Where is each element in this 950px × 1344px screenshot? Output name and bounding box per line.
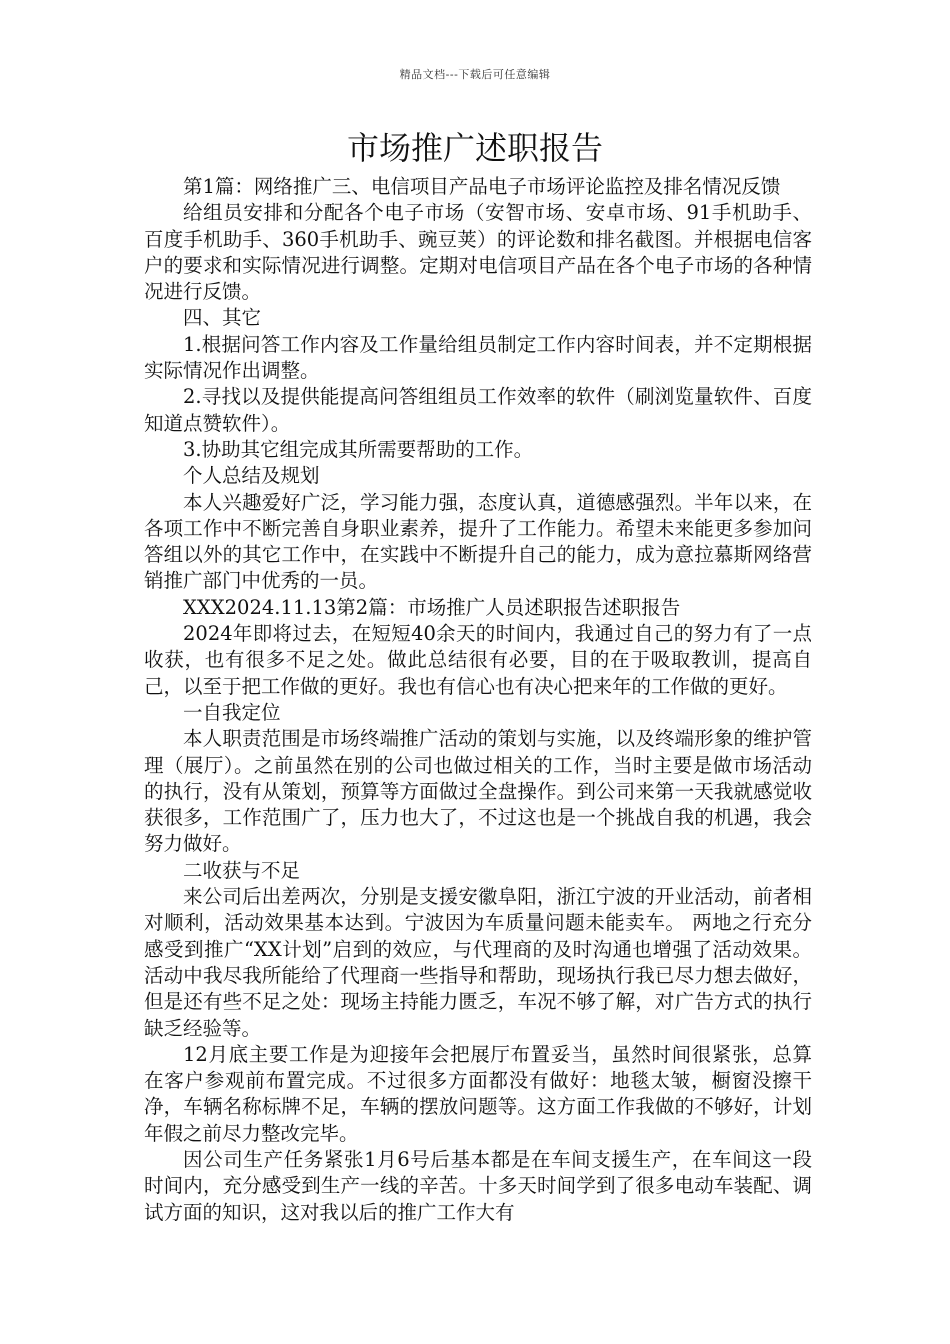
document-title: 市场推广述职报告 xyxy=(346,129,603,167)
paragraph: 第1篇：网络推广三、电信项目产品电子市场评论监控及排名情况反馈 xyxy=(183,175,781,198)
paragraph: 二收获与不足 xyxy=(183,858,301,882)
paragraph: 个人总结及规划 xyxy=(183,464,320,488)
header-note: 精品文档---下载后可任意编辑 xyxy=(399,68,551,81)
paragraph: 2.寻找以及提供能提高问答组组员工作效率的软件（刷浏览量软件、百度知道点赞软件）。 xyxy=(144,385,812,435)
paragraph: 四、其它 xyxy=(183,306,262,330)
paragraph: 2024年即将过去，在短短40余天的时间内，我通过自己的努力有了一点收获，也有很多不足之处。做此总结很有必要，目的在于吸取教训，提高自己，以至于把工作做的更好。我也有信心也有决心把来年的工作做的更好。 xyxy=(144,622,812,698)
paragraph: 3.协助其它组完成其所需要帮助的工作。 xyxy=(183,437,534,461)
paragraph: 本人职责范围是市场终端推广活动的策划与实施，以及终端形象的维护管理（展厅）。之前虽然在别的公司也做过相关的工作，当时主要是做市场活动的执行，没有从策划，预算等方面做过全盘操作。到公司来第一天我就感觉收获很多，工作范围广了，压力也大了，不过这也是一个挑战自我的机遇，我会努力做好。 xyxy=(144,727,812,856)
paragraph: 本人兴趣爱好广泛，学习能力强，态度认真，道德感强烈。半年以来，在各项工作中不断完善自身职业素养，提升了工作能力。希望未来能更多参加问答组以外的其它工作中，在实践中不断提升自己的能力，成为意拉慕斯网络营销推广部门中优秀的一员。 xyxy=(144,490,812,593)
paragraph: 12月底主要工作是为迎接年会把展厅布置妥当，虽然时间很紧张，总算在客户参观前布置完成。不过很多方面都没有做好：地毯太皱，橱窗没擦干净，车辆名称标牌不足，车辆的摆放问题等。这方面工作我做的不够好，计划年假之前尽力整改完毕。 xyxy=(144,1042,812,1145)
paragraph: 一自我定位 xyxy=(183,700,281,724)
paragraph: XXX2024.11.13第2篇：市场推广人员述职报告述职报告 xyxy=(183,595,681,619)
paragraph: 给组员安排和分配各个电子市场（安智市场、安卓市场、91手机助手、百度手机助手、360手机助手、豌豆荚）的评论数和排名截图。并根据电信客户的要求和实际情况进行调整。定期对电信项目产品在各个电子市场的各种情况进行反馈。 xyxy=(144,201,812,304)
paragraph: 1.根据问答工作内容及工作量给组员制定工作内容时间表，并不定期根据实际情况作出调整。 xyxy=(144,332,812,383)
document-body xyxy=(144,174,812,1226)
paragraph: 来公司后出差两次，分别是支援安徽阜阳，浙江宁波的开业活动，前者相对顺利，活动效果基本达到。宁波因为车质量问题未能卖车。 两地之行充分感受到推广“XX计划”启到的效应，与代理商的及时沟通也增强了活动效果。活动中我尽我所能给了代理商一些指导和帮助，现场执行我已尽力想去做好，但是还有些不足之处：现场主持能力匮乏，车况不够了解，对广告方式的执行缺乏经验等。 xyxy=(144,885,812,1040)
paragraph: 因公司生产任务紧张1月6号后基本都是在车间支援生产，在车间这一段时间内，充分感受到生产一线的辛苦。十多天时间学到了很多电动车装配、调试方面的知识，这对我以后的推广工作大有 xyxy=(144,1147,812,1224)
